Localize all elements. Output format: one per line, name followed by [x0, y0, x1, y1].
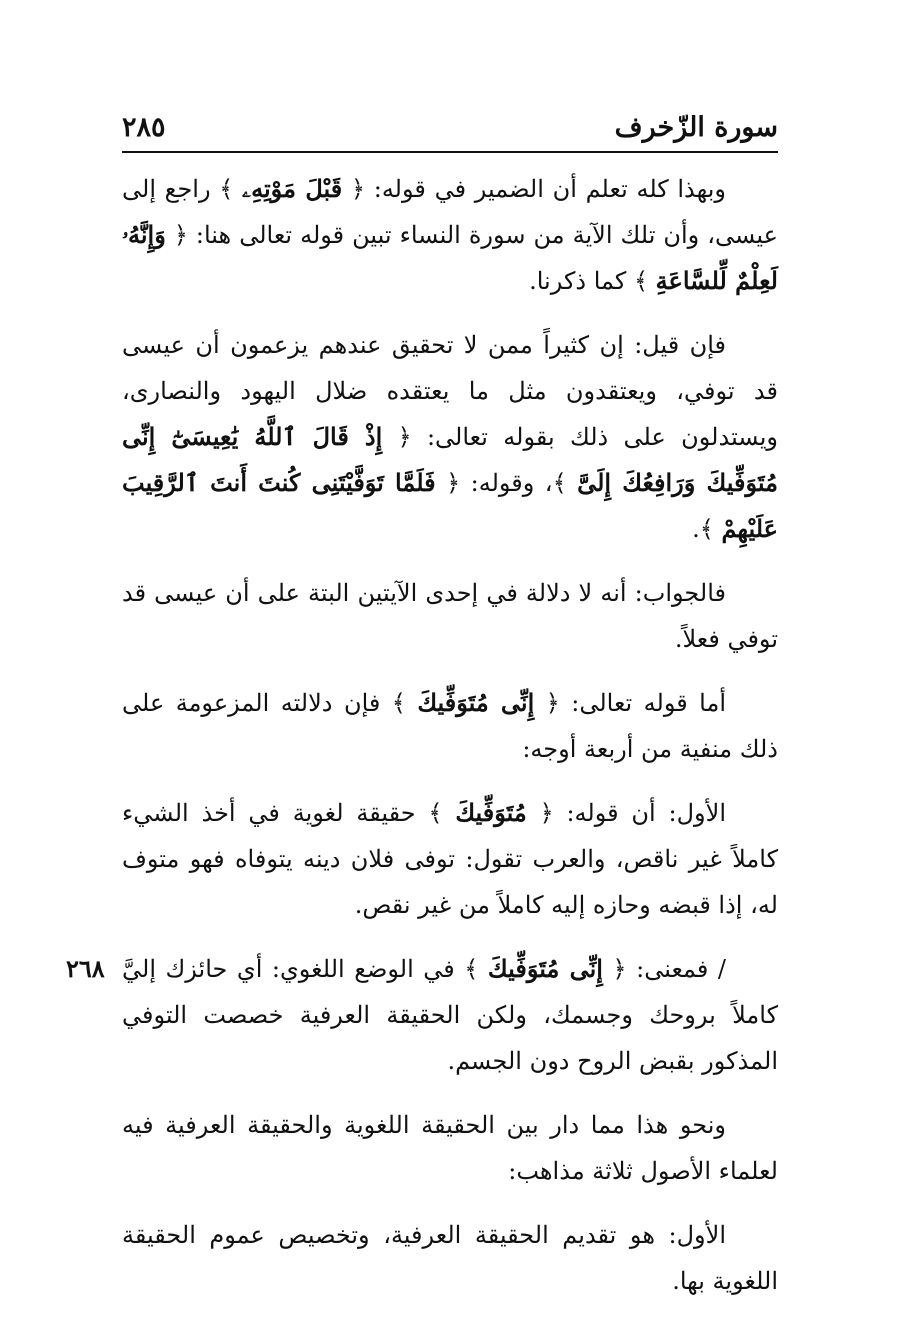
paragraph-text: ، وقوله:: [460, 469, 553, 497]
paragraph-text: ونحو هذا مما دار بين الحقيقة اللغوية والحقيقة العرفية فيه لعلماء الأصول ثلاثة مذاهب:: [122, 1111, 778, 1185]
paragraph-text: كما ذكرنا.: [529, 267, 634, 295]
paragraph-text: فإن قيل: إن كثيراً ممن لا تحقيق عندهم يزعمون أن عيسى قد توفي، ويعتقدون مثل ما يعتقده ضلال اليهود والنصارى، ويستدلون على ذلك بقوله تعالى:: [122, 331, 778, 451]
header-divider: [122, 151, 778, 153]
running-head: [122, 108, 778, 148]
paragraph: [122, 570, 778, 662]
paragraph: [122, 322, 778, 552]
ayah-bracket-close: ﴾: [391, 689, 418, 717]
ayah-bracket-open: ﴿: [435, 469, 461, 497]
paragraph-text: / فمعنى:: [626, 955, 726, 983]
paragraph-text: فإن دلالته المزعومة على ذلك منفية من أربعة أوجه:: [122, 689, 778, 763]
paragraph-text: الأول: أن قوله:: [553, 799, 726, 827]
ayah-bracket-open: ﴿: [534, 689, 560, 717]
ayah-bracket-close: ﴾: [552, 469, 578, 497]
ayah-text: إِنِّى مُتَوَفِّيكَ: [487, 954, 603, 983]
ayah-bracket-open: ﴿: [382, 423, 412, 451]
paragraph-text: حقيقة لغوية في أخذ الشيء كاملاً غير ناقص، والعرب تقول: توفى فلان دينه يتوفاه فهو متوف له، إذا قبضه وحازه إليه كاملاً من غير نقص.: [122, 799, 778, 919]
quran-quote: [428, 798, 553, 827]
paragraph: [122, 790, 778, 928]
paragraph: [122, 680, 778, 772]
quran-quote: [464, 954, 626, 983]
paragraph-text: أما قوله تعالى:: [559, 689, 726, 717]
ayah-bracket-close: ﴾: [464, 955, 488, 983]
ayah-bracket-close: ﴾: [699, 515, 722, 543]
page-number: ٢٨٥: [122, 112, 166, 143]
ayah-bracket-open: ﴿: [526, 799, 554, 827]
ayah-bracket-close: ﴾: [219, 175, 243, 203]
ayah-text: قَبْلَ مَوْتِهِۦ: [242, 174, 343, 203]
margin-page-reference: ٢٦٨: [66, 954, 105, 983]
quran-quote: [392, 688, 560, 717]
paragraph: [122, 1212, 778, 1304]
paragraph-text: .: [692, 515, 700, 543]
surah-title: سورة الزّخرف: [614, 112, 778, 143]
ayah-bracket-open: ﴿: [602, 955, 627, 983]
quran-quote: [219, 174, 365, 203]
paragraph: [66, 946, 778, 1084]
ayah-bracket-close: ﴾: [428, 799, 456, 827]
body-text: [66, 166, 778, 1322]
paragraph: [122, 1102, 778, 1194]
ayah-bracket-open: ﴿: [165, 221, 188, 249]
ayah-text: وَإِنَّهُۥ لَعِلْمٌ لِّلسَّاعَةِ: [122, 220, 778, 295]
ayah-text: فَلَمَّا تَوَفَّيْتَنِى كُنتَ أَنتَ ٱلرَّقِيبَ عَلَيْهِمْ: [122, 468, 778, 543]
ayah-bracket-close: ﴾: [633, 267, 656, 295]
ayah-text: إِنِّى مُتَوَفِّيكَ: [417, 688, 535, 717]
paragraph-text: الأول: هو تقديم الحقيقة العرفية، وتخصيص عموم الحقيقة اللغوية بها.: [122, 1221, 778, 1295]
paragraph-text: في الوضع اللغوي: أي حائزك إليَّ كاملاً بروحك وجسمك، ولكن الحقيقة العرفية خصصت التوفي المذكور بقبض الروح دون الجسم.: [122, 955, 778, 1075]
ayah-text: إِذْ قَالَ ٱللَّهُ يَٰعِيسَىٰٓ إِنِّى مُتَوَفِّيكَ وَرَافِعُكَ إِلَىَّ: [122, 422, 778, 497]
ayah-bracket-open: ﴿: [342, 175, 366, 203]
paragraph: [122, 166, 778, 304]
paragraph-text: فالجواب: أنه لا دلالة في إحدى الآيتين البتة على أن عيسى قد توفي فعلاً.: [122, 579, 778, 653]
paragraph-text: وبهذا كله تعلم أن الضمير في قوله:: [365, 175, 726, 203]
ayah-text: مُتَوَفِّيكَ: [455, 798, 527, 827]
paragraph-text: راجع إلى عيسى، وأن تلك الآية من سورة النساء تبين قوله تعالى هنا:: [122, 175, 778, 249]
